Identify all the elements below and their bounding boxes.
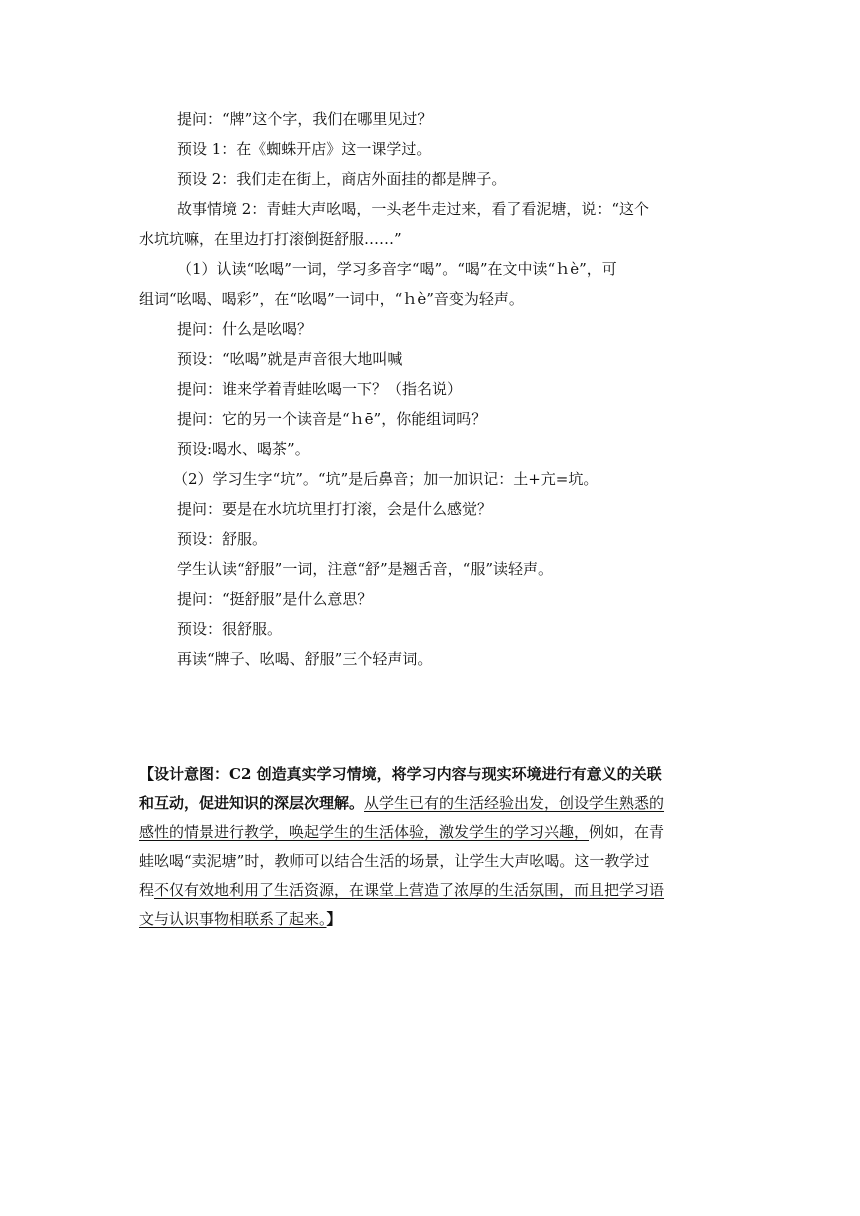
- design-intent-row: [139, 905, 739, 934]
- plain-text: 程: [139, 881, 155, 899]
- preset-line: 预设：很舒服。: [177, 620, 283, 638]
- design-intent-row: 蛙吆喝“卖泥塘”时，教师可以结合生活的场景，让学生大声吆喝。这一教学过: [139, 852, 650, 870]
- closing-bracket: 】: [326, 910, 342, 928]
- step-2-line: （2）学习生字“坑”。“坑”是后鼻音；加一加识记：土+亢=坑。: [173, 470, 599, 488]
- underlined-text: 感性的情景进行教学，唤起学生的生活体验，激发学生的学习兴趣，: [139, 823, 590, 841]
- design-intent-heading: 【设计意图：C2 创造真实学习情境，将学习内容与现实环境进行有意义的关联: [139, 765, 662, 783]
- lesson-body: [139, 104, 729, 674]
- question-line: 提问：什么是吆喝？: [177, 320, 313, 338]
- question-line: 提问：它的另一个读音是“ｈē”，你能组词吗？: [177, 410, 487, 428]
- story-line-continued: 水坑坑嘛，在里边打打滚倒挺舒服……”: [139, 230, 402, 248]
- design-intent-row: [139, 789, 739, 818]
- preset-line: 预设 1：在《蜘蛛开店》这一课学过。: [177, 140, 432, 158]
- question-line: 提问：要是在水坑坑里打打滚，会是什么感觉？: [177, 500, 493, 518]
- preset-line: 预设 2：我们走在街上，商店外面挂的都是牌子。: [177, 170, 507, 188]
- underlined-text: 不仅有效地利用了生活资源，在课堂上营造了浓厚的生活氛围，而且把学习语: [154, 881, 665, 899]
- preset-line: 预设：“吆喝”就是声音很大地叫喊: [177, 350, 403, 368]
- student-reading-line: 学生认读“舒服”一词，注意“舒”是翘舌音，“服”读轻声。: [177, 560, 554, 578]
- story-line: 故事情境 2：青蛙大声吆喝，一头老牛走过来，看了看泥塘，说：“这个: [177, 200, 649, 218]
- design-intent-row: [139, 876, 739, 905]
- plain-text: 例如，在青: [589, 823, 665, 841]
- preset-line: 预设:喝水、喝茶”。: [177, 440, 310, 458]
- question-line: 提问：“挺舒服”是什么意思？: [177, 590, 373, 608]
- step-1-line: （1）认读“吆喝”一词，学习多音字“喝”。“喝”在文中读“ｈè”，可: [177, 260, 617, 278]
- underlined-text: 文与认识事物相联系了起来。: [139, 910, 327, 928]
- question-line: 提问：谁来学着青蛙吆喝一下？（指名说）: [177, 380, 463, 398]
- underlined-text: 从学生已有的生活经验出发，创设学生熟悉的: [364, 794, 665, 812]
- reread-line: 再读“牌子、吆喝、舒服”三个轻声词。: [177, 650, 433, 668]
- question-line: 提问：“牌”这个字，我们在哪里见过？: [177, 110, 433, 128]
- step-1-line-continued: 组词“吆喝、喝彩”，在“吆喝”一词中，“ｈè”音变为轻声。: [139, 290, 524, 308]
- design-intent-block: [139, 760, 739, 934]
- design-intent-row: [139, 818, 739, 847]
- preset-line: 预设：舒服。: [177, 530, 268, 548]
- design-intent-bold-text: 和互动，促进知识的深层次理解。: [139, 794, 365, 812]
